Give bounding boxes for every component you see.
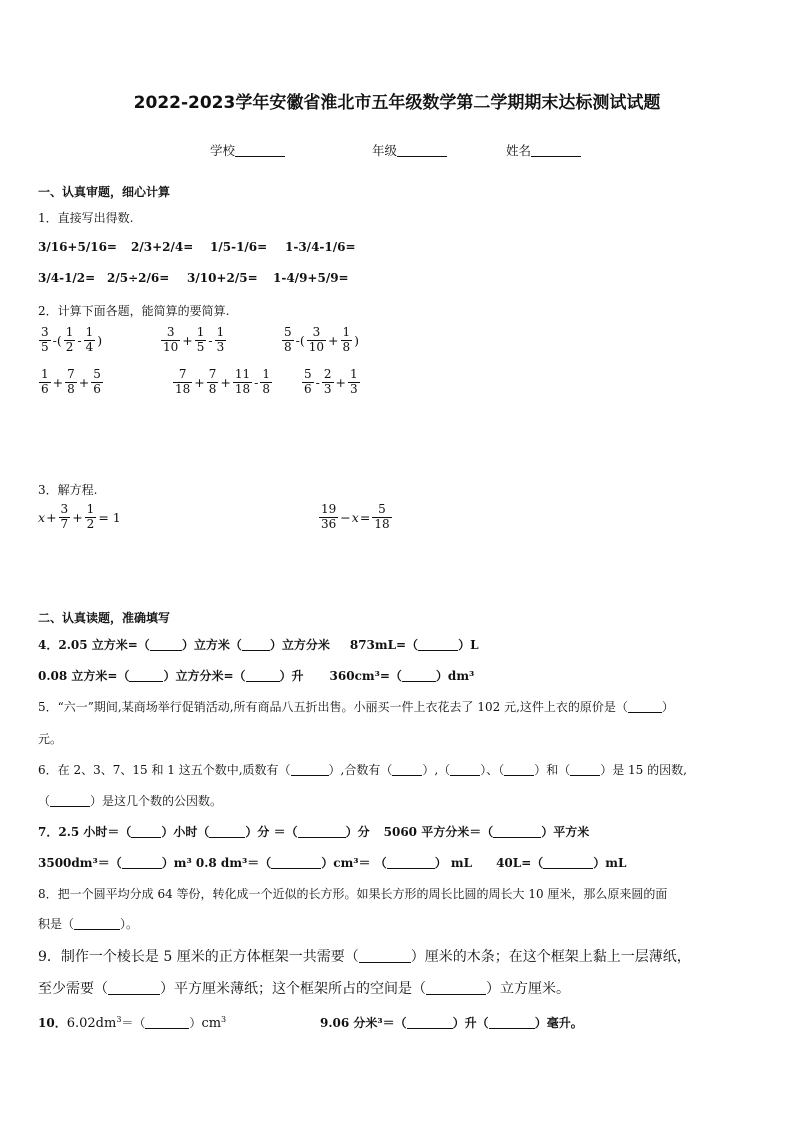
question-9-line-1: 9．制作一个棱长是 5 厘米的正方体框架一共需要（ ）厘米的木条；在这个框架上黏上一层薄纸， (38, 949, 691, 965)
name-field[interactable]: 姓名 (506, 141, 581, 159)
page-title: 2022-2023学年安徽省淮北市五年级数学第二学期期末达标测试试题 (133, 93, 661, 113)
question-6-line-2: （ ）是这几个数的公因数。 (38, 794, 223, 808)
question-4-line-2: 0.08 立方米=（ ）立方分米=（ ）升 360cm³=（ ）dm³ (38, 669, 475, 683)
school-field[interactable]: 学校 (210, 141, 285, 159)
q1-item: 3/10+2/5= (187, 271, 258, 285)
question-1-label: 1．直接写出得数. (38, 211, 134, 225)
question-10-part-2: 9.06 分米³＝（ ）升（ ）毫升。 (320, 1016, 583, 1030)
q1-item: 2/3+2/4= (131, 240, 194, 254)
question-9-line-2: 至少需要（ ）平方厘米薄纸；这个框架所占的空间是（ ）立方厘米。 (38, 981, 570, 997)
q2-expression-3: $\frac{5}{8}$ -( $\frac{3}{10}$ + $\frac{1}{8}$ ) (284, 325, 360, 354)
section-2-heading: 二、认真读题，准确填写 (38, 611, 171, 625)
q3-equation-2: $\frac{19}{36}$ − x = $\frac{5}{18}$ (321, 502, 390, 531)
question-7-line-1: 7．2.5 小时＝（ ）小时（ ）分 ＝（ ）分 5060 平方分米＝（ ）平方米 (38, 825, 590, 839)
q2-expression-5: $\frac{7}{18}$ + $\frac{7}{8}$ + $\frac{11}{18}$ - $\frac{1}{8}$ (175, 367, 271, 396)
q3-equation-1: x + $\frac{3}{7}$ + $\frac{1}{2}$ = 1 (38, 502, 121, 531)
section-1-heading: 一、认真审题，细心计算 (38, 185, 171, 199)
question-7-line-2: 3500dm³＝（ ）m³ 0.8 dm³＝（ ）cm³＝ （ ） mL 40L=（ ）mL (38, 856, 627, 870)
q2-expression-4: $\frac{1}{6}$ + $\frac{7}{8}$ + $\frac{5}{6}$ (41, 367, 101, 396)
q1-item: 2/5÷2/6= (107, 271, 170, 285)
grade-field[interactable]: 年级 (372, 141, 447, 159)
question-3-label: 3．解方程. (38, 483, 98, 497)
q1-item: 3/4-1/2= (38, 271, 96, 285)
question-10: 10．$6.02dm^3=$（ ）$cm^3$ (38, 1015, 227, 1031)
question-4-line-1: 4．2.05 立方米=（ ）立方米（ ）立方分米 873mL=（ ）L (38, 638, 479, 652)
question-2-label: 2．计算下面各题，能简算的要简算. (38, 304, 230, 318)
q1-item: 1-3/4-1/6= (285, 240, 356, 254)
question-8-line-1: 8．把一个圆平均分成 64 等份，转化成一个近似的长方形。如果长方形的周长比圆的周长大 10 厘米，那么原来圆的面 (38, 887, 668, 901)
q1-item: 1-4/9+5/9= (273, 271, 349, 285)
question-6-line-1: 6．在 2、3、7、15 和 1 这五个数中,质数有（ ）,合数有（ ）,（ ）、（ ）和（ ）是 15 的因数, (38, 763, 687, 777)
q1-item: 3/16+5/16= (38, 240, 117, 254)
q1-item: 1/5-1/6= (210, 240, 268, 254)
question-5-line-2: 元。 (38, 732, 63, 746)
q2-expression-1: $\frac{3}{5}$ -( $\frac{1}{2}$ - $\frac{1}{4}$ ) (41, 325, 103, 354)
q2-expression-2: $\frac{3}{10}$ + $\frac{1}{5}$ - $\frac{1}{3}$ (163, 325, 225, 354)
q2-expression-6: $\frac{5}{6}$ - $\frac{2}{3}$ + $\frac{1}{3}$ (304, 367, 358, 396)
question-8-line-2: 积是（ ）。 (38, 917, 139, 931)
question-5-line-1: 5．“六一”期间,某商场举行促销活动,所有商品八五折出售。小丽买一件上衣花去了 102 元,这件上衣的原价是（ ） (38, 700, 674, 714)
